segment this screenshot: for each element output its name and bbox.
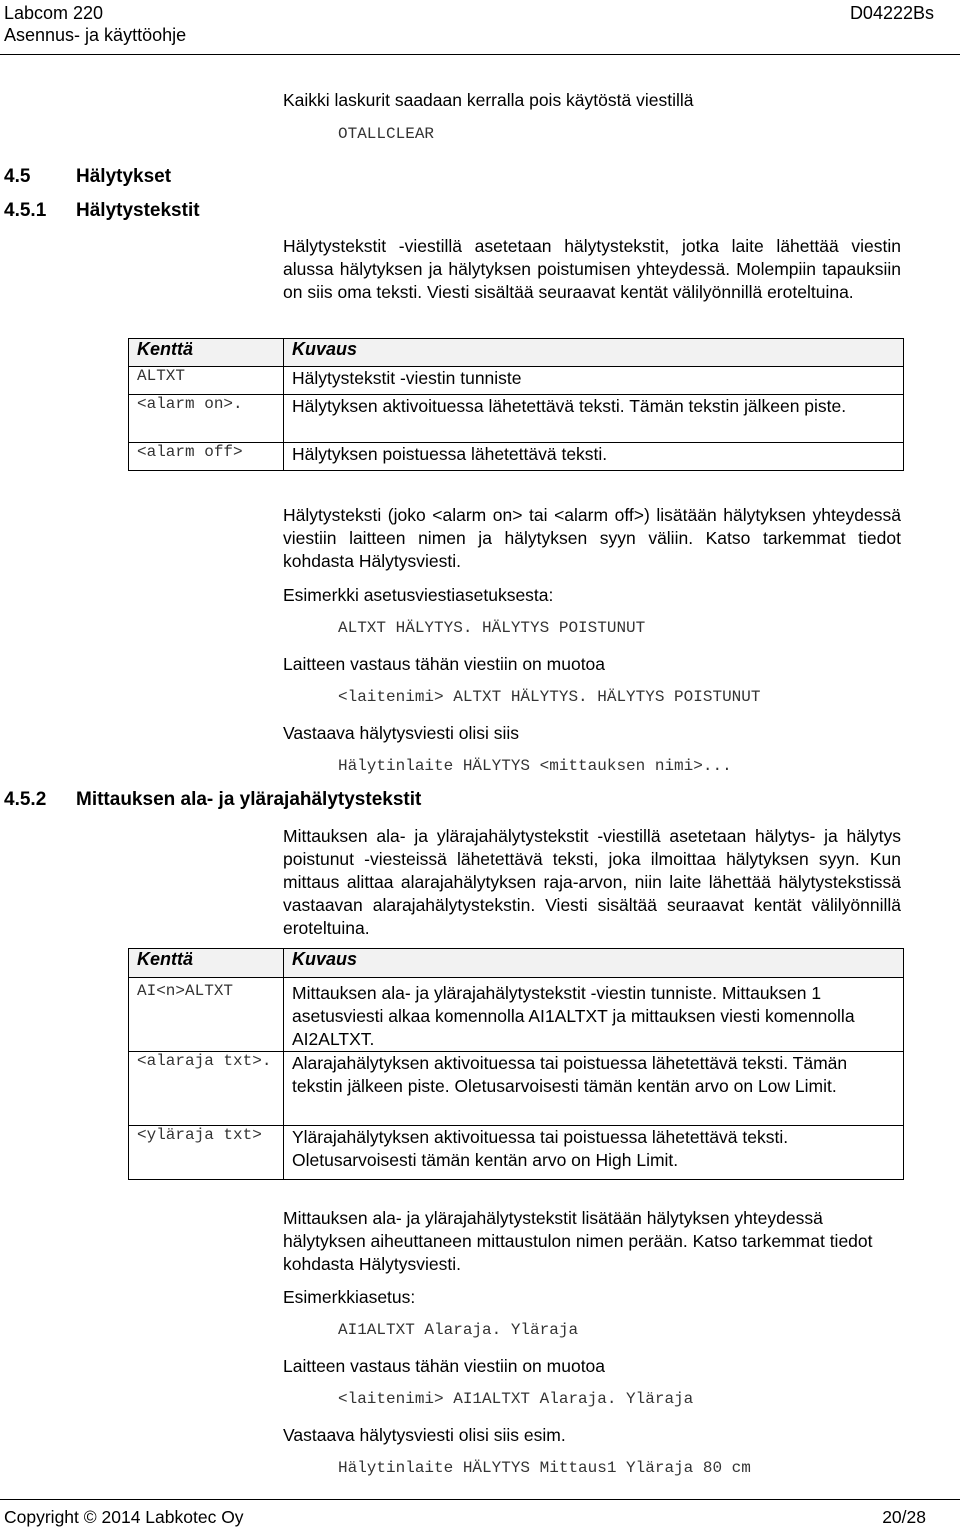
section-4-5-2-number: 4.5.2 xyxy=(4,789,47,810)
footer-copyright: Copyright © 2014 Labkotec Oy xyxy=(4,1507,244,1527)
table-cell-field: <yläraja txt> xyxy=(129,1126,284,1180)
section-4-5-2-title: Mittauksen ala- ja ylärajahälytystekstit xyxy=(76,789,422,810)
table-cell-description: Hälytyksen aktivoituessa lähetettävä teksti. Tämän tekstin jälkeen piste. xyxy=(284,395,904,443)
section-4-5-title: Hälytykset xyxy=(76,166,172,187)
table-cell-description: Ylärajahälytyksen aktivoituessa tai poistuessa lähetettävä teksti. Oletusarvoisesti tämän kentän arvo on High Limit. xyxy=(284,1126,904,1180)
table-cell-description: Alarajahälytyksen aktivoituessa tai poistuessa lähetettävä teksti. Tämän tekstin jälkeen piste. Oletusarvoisesti tämän kentän arvo on Low Limit. xyxy=(284,1052,904,1126)
response-label-2: Laitteen vastaus tähän viestiin on muotoa xyxy=(283,1356,606,1376)
table-cell-field: <alaraja txt>. xyxy=(129,1052,284,1126)
header-rule xyxy=(0,54,960,55)
header-document-title: Asennus- ja käyttöohje xyxy=(4,25,187,45)
footer-rule xyxy=(0,1499,960,1500)
table-row xyxy=(129,1052,904,1126)
example-label-2: Esimerkkiasetus: xyxy=(283,1287,416,1307)
alarm-label-2: Vastaava hälytysviesti olisi siis esim. xyxy=(283,1425,566,1445)
section-4-5-1-paragraph: Hälytystekstit -viestillä asetetaan hälytystekstit, jotka laite lähettää viestin alussa hälytyksen ja hälytyksen poistumisen yhteydessä. Molempiin tapauksiin on siis oma teksti. Viesti sisältää seuraavat kentät välilyönnillä eroteltuina. xyxy=(283,236,901,302)
intro-text: Kaikki laskurit saadaan kerralla pois käytöstä viestillä xyxy=(283,90,694,110)
table-cell-description: Mittauksen ala- ja ylärajahälytystekstit -viestin tunniste. Mittauksen 1 asetusviesti alkaa komennolla AI1ALTXT ja mittauksen viesti komennolla AI2ALTXT. xyxy=(284,978,904,1052)
intro-code: OTALLCLEAR xyxy=(338,125,435,143)
table-header-field: Kenttä xyxy=(129,949,284,978)
example-code: ALTXT HÄLYTYS. HÄLYTYS POISTUNUT xyxy=(338,619,646,637)
header-document-code: D04222Bs xyxy=(849,3,934,23)
response-label: Laitteen vastaus tähän viestiin on muotoa xyxy=(283,654,606,674)
response-code-2: <laitenimi> AI1ALTXT Alaraja. Yläraja xyxy=(338,1390,694,1408)
footer-page-number: 20/28 xyxy=(882,1507,926,1527)
table-row xyxy=(129,395,904,443)
table-cell-description: Hälytyksen poistuessa lähetettävä teksti. xyxy=(284,443,904,471)
table-header-description: Kuvaus xyxy=(284,339,904,367)
section-4-5-1-number: 4.5.1 xyxy=(4,200,47,221)
table-cell-field: <alarm on>. xyxy=(129,395,284,443)
table-cell-field: AI<n>ALTXT xyxy=(129,978,284,1052)
alarm-label: Vastaava hälytysviesti olisi siis xyxy=(283,723,520,743)
response-code: <laitenimi> ALTXT HÄLYTYS. HÄLYTYS POISTUNUT xyxy=(338,688,761,706)
example-code-2: AI1ALTXT Alaraja. Yläraja xyxy=(338,1321,579,1339)
header-product: Labcom 220 xyxy=(4,3,104,23)
section-4-5-1-after-paragraph: Hälytysteksti (joko <alarm on> tai <alarm off>) lisätään hälytyksen yhteydessä viestiin laitteen nimen ja hälytyksen syyn väliin. Katso tarkemmat tiedot kohdasta Hälytysviesti. xyxy=(283,505,901,571)
table-row xyxy=(129,1126,904,1180)
table-cell-description: Hälytystekstit -viestin tunniste xyxy=(284,367,904,395)
section-4-5-2-after-paragraph: Mittauksen ala- ja ylärajahälytystekstit lisätään hälytyksen yhteydessä hälytyksen aiheuttaneen mittaustulon nimen perään. Katso tarkemmat tiedot kohdasta Hälytysviesti. xyxy=(283,1208,873,1274)
section-4-5-number: 4.5 xyxy=(4,166,31,187)
limit-alarm-fields-table xyxy=(128,948,904,1180)
table-row xyxy=(129,978,904,1052)
table-header-field: Kenttä xyxy=(129,339,284,367)
table-row xyxy=(129,367,904,395)
alarm-code-2: Hälytinlaite HÄLYTYS Mittaus1 Yläraja 80 cm xyxy=(338,1459,751,1477)
alarm-code: Hälytinlaite HÄLYTYS <mittauksen nimi>... xyxy=(338,757,732,775)
table-row xyxy=(129,443,904,471)
section-4-5-1-title: Hälytystekstit xyxy=(76,200,200,221)
section-4-5-2-paragraph: Mittauksen ala- ja ylärajahälytystekstit -viestillä asetetaan hälytys- ja hälytys poistunut -viesteissä lähetettävä teksti, joka ilmoittaa hälytyksen syyn. Kun mittaus alittaa alarajahälytyksen raja-arvon, niin laite lähettää hälytystekstissä vastaavan alarajahälytystekstin. Viesti sisältää seuraavat kentät välilyönnillä eroteltuina. xyxy=(283,826,901,938)
alarm-text-fields-table xyxy=(128,338,904,471)
table-cell-field: <alarm off> xyxy=(129,443,284,471)
example-label: Esimerkki asetusviestiasetuksesta: xyxy=(283,585,554,605)
table-header-description: Kuvaus xyxy=(284,949,904,978)
table-cell-field: ALTXT xyxy=(129,367,284,395)
